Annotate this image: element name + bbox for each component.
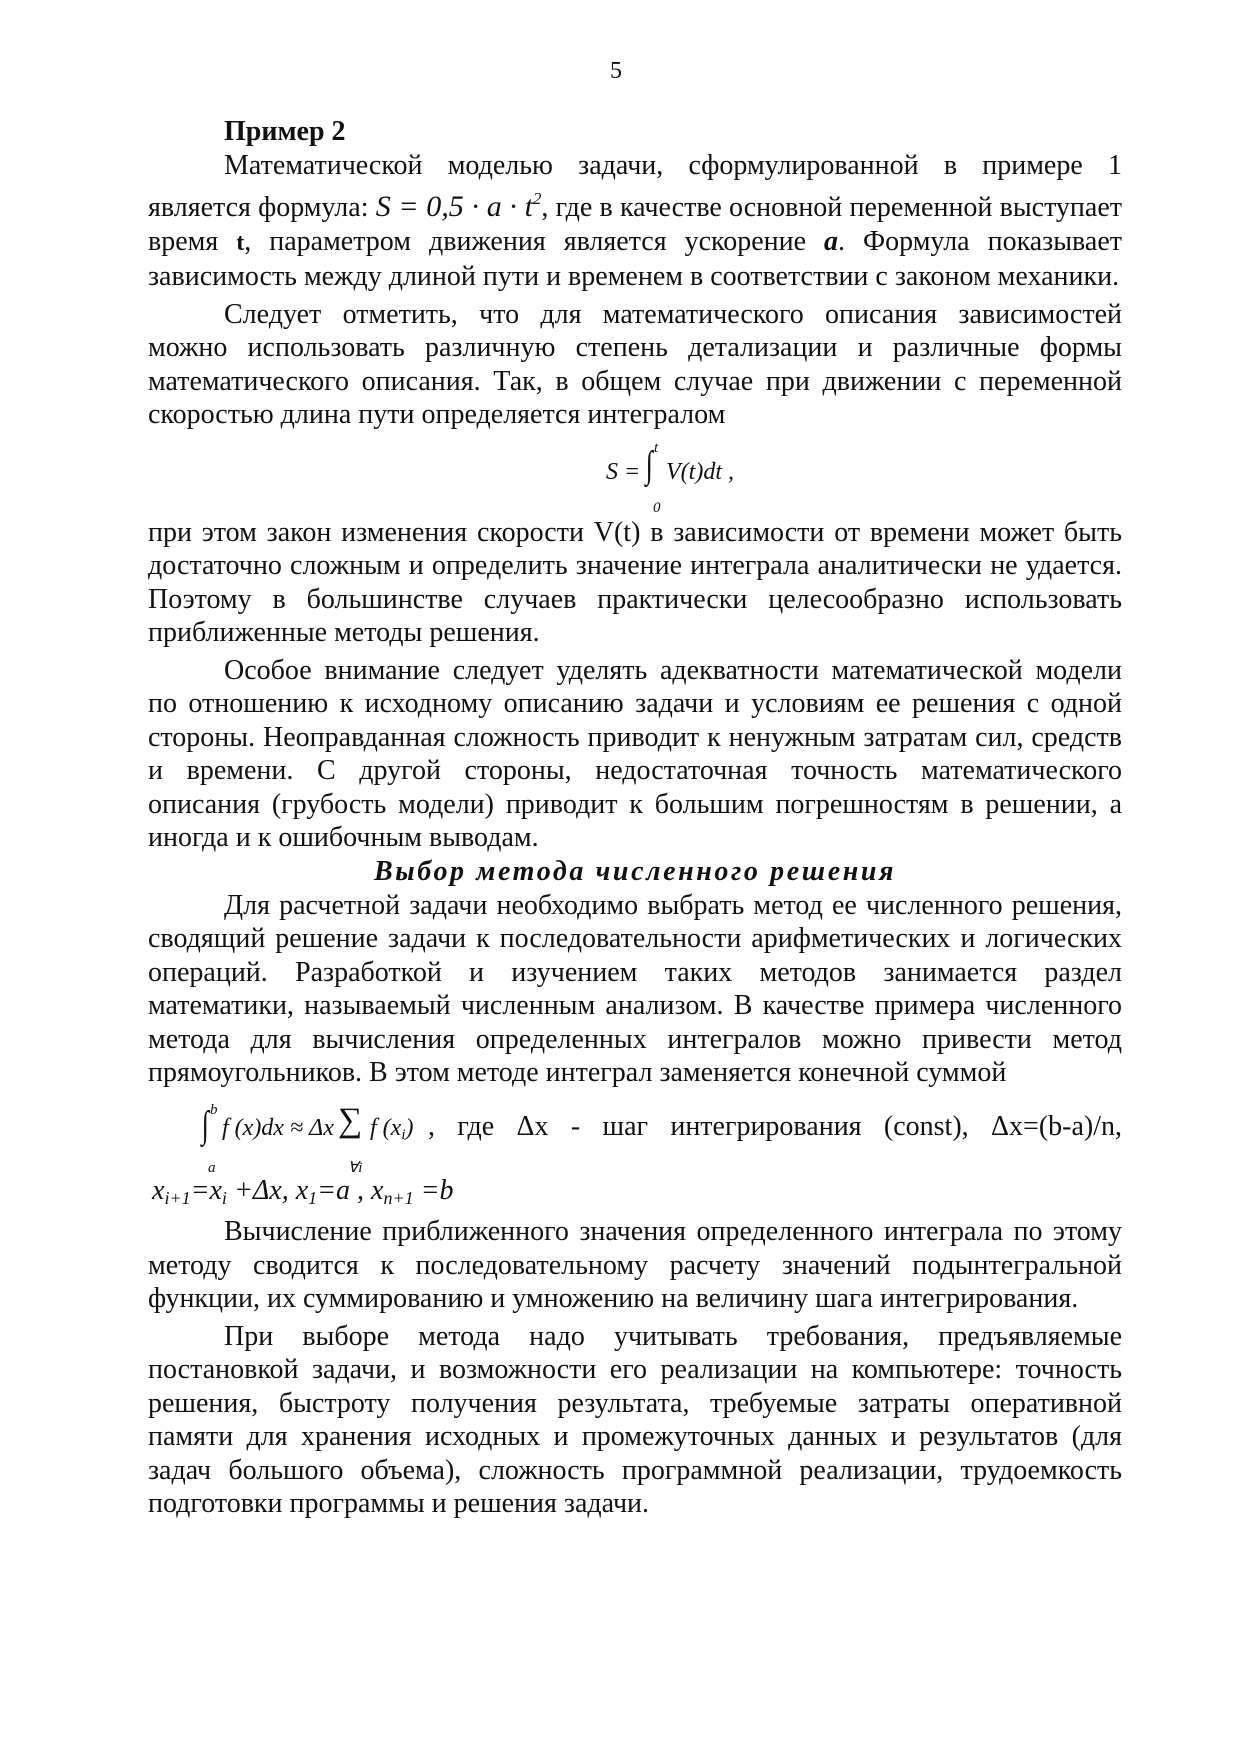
page-content [148,115,1122,1521]
paragraph-3: при этом закон изменения скорости V(t) в зависимости от времени может быть достаточно сложным и определить значение интеграла аналитически не удается. Поэтому в большинстве случаев практически целесообразно использовать приближенные методы решения. [148,516,1122,648]
example-heading: Пример 2 [224,116,346,147]
p1-after-a: . Формула показывает зависимость между длиной пути и временем в соответствии с законом механики. [148,225,1123,292]
paragraph-4: Особое внимание следует уделять адекватности математической модели по отношению к исходному описанию задачи и условиям ее решения с одной стороны. Неоправданная сложность приводит к ненужным затратам сил, средств и времени. С другой стороны, недостаточная точность математического описания (грубость модели) приводит к большим погрешностям в решении, а иногда и к ошибочным выводам. [148,654,1122,853]
sum-sign-icon: ∑ [338,1101,363,1139]
p1-after-formula: , где в качестве основной переменной выступает время [148,192,1123,257]
paragraph-5: Для расчетной задачи необходимо выбрать метод ее численного решения, сводящий решение задачи к последовательности арифметических и логических операций. Разработкой и изучением таких методов занимается раздел математики, называемый численным анализом. В качестве примера численного метода для вычисления определенных интегралов можно привести метод прямоугольников. В этом методе интеграл заменяется конечной суммой [148,889,1122,1088]
eq1-integrand: V(t)dt , [666,458,734,485]
eq3-t3: =a , x [317,1174,384,1206]
paragraph-6: Вычисление приближенного значения определенного интеграла по этому методу сводится к последовательному расчету значений подынтегральной функции, их суммированию и умножению на величину шага интегрирования. [148,1216,1122,1314]
eq2-integrand: f (x)dx ≈ Δx [222,1114,334,1141]
equation-recurrence [152,1174,1122,1216]
sum-under: ∀i [348,1159,363,1176]
eq3-x: x [152,1174,165,1206]
formula-exponent: 2 [532,189,542,208]
integral-sign-icon: ∫ [645,443,653,486]
eq3-sub-2: i [221,1187,227,1208]
eq3-t4: =b [413,1174,454,1206]
paragraph-2: Следует отметить, что для математического описания зависимостей можно использовать различную степень детализации и различные формы математического описания. Так, в общем случае при движении с переменной скоростью длина пути определяется интегралом [148,298,1122,430]
equation-integral-body [606,432,806,516]
sum-body-close: ) [405,1114,414,1141]
integral-sign-icon-2: ∫ [201,1103,209,1146]
formula-s: S = 0,5 · a · t [375,190,533,223]
p1-before-formula: Математической моделью задачи, сформулированной в примере 1 является формула: [148,149,1122,223]
eq2-upper-limit: b [210,1101,218,1118]
var-t: t [236,229,245,256]
eq2-lower-limit: a [208,1159,216,1176]
page-number: 5 [610,58,622,84]
eq3-sub-4: n+1 [383,1187,414,1208]
sum-body-text: f (x [370,1114,402,1141]
paragraph-7: При выборе метода надо учитывать требования, предъявляемые постановкой задачи, и возможности его реализации на компьютере: точность решения, быстроту получения результата, требуемые затраты оперативной памяти для хранения исходных и промежуточных данных и результатов (для задач большого объема), сложность программной реализации, трудоемкость подготовки программы и решения задачи. [148,1320,1122,1519]
eq2-description: , где Δx - шаг интегрирования (const), Δx=(b-a)/n, [428,1110,1122,1142]
eq1-lower-limit: 0 [653,499,661,516]
equation-integral [148,432,1122,516]
sum-body-sub: i [401,1126,406,1143]
eq3-t1: =x [190,1174,222,1206]
paragraph-1 [148,149,1122,294]
var-a: a [824,225,839,257]
eq3-sub-1: i+1 [164,1187,191,1208]
eq3-t2: +Δx, x [226,1174,309,1206]
eq1-lhs: S = [606,458,641,485]
p1-after-t: , параметром движения является ускорение [244,225,807,257]
eq3-sub-3: 1 [308,1187,318,1208]
eq1-upper-limit: t [654,439,659,456]
equation-sum [148,1090,1122,1174]
sum-body [370,1112,413,1153]
section-heading: Выбор метода численного решения [373,855,897,887]
